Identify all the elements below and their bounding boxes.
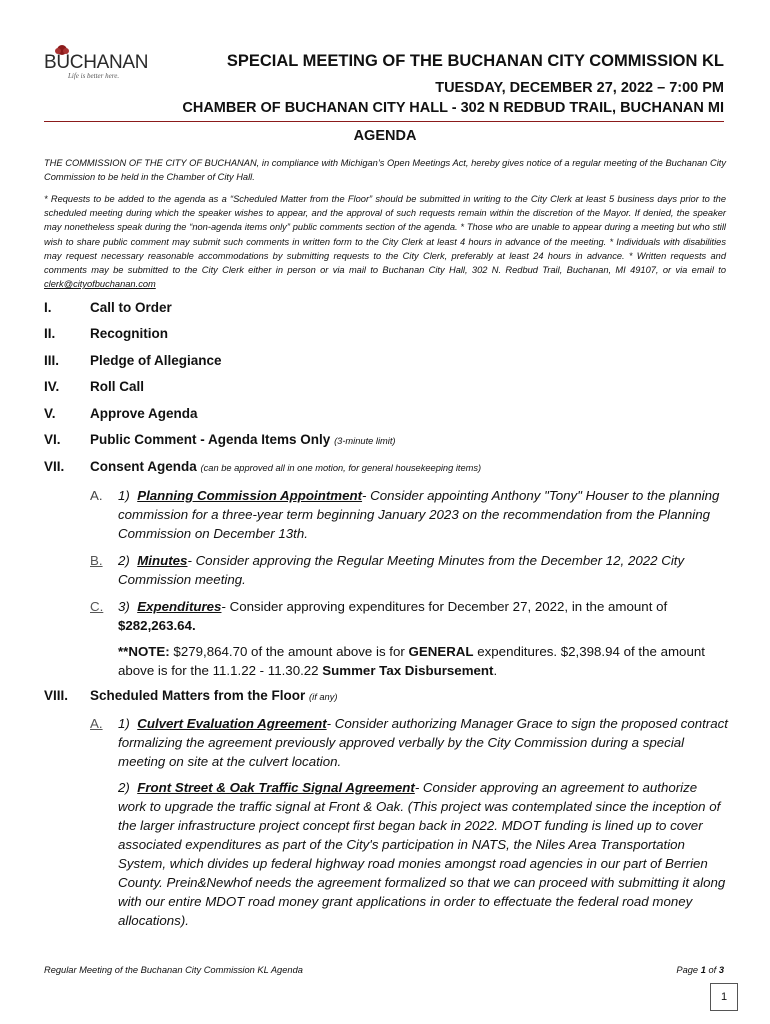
item-number: II.: [44, 326, 56, 341]
sub-label: Culvert Evaluation Agreement: [137, 716, 327, 731]
sub-body: 1) Culvert Evaluation Agreement- Consider authorizing Manager Grace to sign the proposed contract formalizing the agreement previously approved verbally by the City Commission during a special meeting on site at the culvert location.: [118, 716, 728, 769]
sub-body: 2) Minutes- Consider approving the Regular Meeting Minutes from the December 12, 2022 City Commission meeting.: [118, 553, 685, 587]
footer-page-number: Page 1 of 3: [676, 965, 724, 975]
item-number: V.: [44, 406, 56, 421]
item-title: Recognition: [90, 326, 168, 341]
meeting-date: TUESDAY, DECEMBER 27, 2022 – 7:00 PM: [435, 80, 724, 96]
item-number: I.: [44, 300, 52, 315]
sub-letter[interactable]: B.: [90, 553, 103, 568]
item-number: III.: [44, 353, 60, 368]
sub-body: 1) Planning Commission Appointment- Consider appointing Anthony "Tony" Houser to the planning commission for a three-year term beginning January 2023 on the recommendation from the Planning Commission on December 13th.: [118, 488, 720, 541]
logo-wordmark: BUCHANAN: [44, 52, 149, 73]
item-note: (can be approved all in one motion, for general housekeeping items): [200, 463, 482, 473]
sub-label: Front Street & Oak Traffic Signal Agreement: [137, 780, 415, 795]
meeting-title: SPECIAL MEETING OF THE BUCHANAN CITY COMMISSION KL: [226, 52, 724, 70]
sub-body: 3) Expenditures- Consider approving expenditures for December 27, 2022, in the amount of $282,263.64.: [118, 599, 668, 633]
notice-paragraph: THE COMMISSION OF THE CITY OF BUCHANAN, in compliance with Michigan’s Open Meetings Act, hereby gives notice of a regular meeting of the Buchanan City Commission to be held in the Chamber of City Hall.: [44, 158, 726, 183]
sub-body: 2) Front Street & Oak Traffic Signal Agreement- Consider approving an agreement to authorize work to upgrade the traffic signal at Front & Oak. (This project was contemplated since the inception of the larger infrastructure project concept first began back in 2022. MDOT funding is lined up to cover associated expenditures as part of the City's participation in NATS, the Niles Area Transportation System, which divides up federal highway road monies amongst road agencies in our part of Berrien County. Prein&Newhof needs the agreement formalized so that we can proceed with submitting it along with our entire MDOT road money grant applications in order to effectuate the federal road money allocations).: [118, 780, 726, 928]
clerk-email-link[interactable]: clerk@cityofbuchanan.com: [44, 279, 156, 290]
item-title: Public Comment - Agenda Items Only (3-minute limit): [90, 432, 396, 447]
item-note: (3-minute limit): [334, 436, 396, 446]
item-number: VII.: [44, 459, 65, 474]
item-title: Approve Agenda: [90, 406, 198, 421]
requests-paragraph: * Requests to be added to the agenda as a “Scheduled Matter from the Floor” should be submitted in writing to the City Clerk at least 5 business days prior to the scheduled meeting during which the speaker wishes to appear, and the approval of such requests remain within the discretion of the Mayor. If denied, the speaker may nonetheless speak during the “non-agenda items only” public comments section of the agenda. * Those who are unable to appear during a meeting but who still wish to share public comment may submit such comments in written form to the City Clerk at least 4 hours in advance of the meeting. * Individuals with disabilities may request necessary reasonable accommodations by submitting requests to the City Clerk, preferably at least 24 hours in advance. * Written requests and comments may be submitted to the City Clerk either in person or via mail to Buchanan City Hall, 302 N. Redbud Trail, Buchanan, MI 49107, or via email to clerk@cityofbuchanan.com: [44, 194, 726, 290]
sub-letter[interactable]: C.: [90, 599, 104, 614]
sub-label: Minutes: [137, 553, 188, 568]
expenditure-amount: $282,263.64.: [118, 618, 196, 633]
sub-letter: A.: [90, 488, 103, 503]
meeting-location: CHAMBER OF BUCHANAN CITY HALL - 302 N REDBUD TRAIL, BUCHANAN MI: [182, 100, 724, 116]
sub-label: Planning Commission Appointment: [137, 488, 363, 503]
header-divider: [44, 121, 724, 122]
agenda-heading: AGENDA: [353, 128, 417, 144]
item-number: IV.: [44, 379, 60, 394]
item-number: VIII.: [44, 688, 69, 703]
page-indicator-box: 1: [710, 983, 738, 1011]
item-title: Call to Order: [90, 300, 172, 315]
item-title: Pledge of Allegiance: [90, 353, 222, 368]
item-title: Roll Call: [90, 379, 145, 394]
sub-letter[interactable]: A.: [90, 716, 103, 731]
city-logo: [42, 44, 152, 84]
footer-title: Regular Meeting of the Buchanan City Commission KL Agenda: [44, 965, 303, 975]
logo-tagline: Life is better here.: [68, 72, 120, 80]
note-body: **NOTE: $279,864.70 of the amount above is for GENERAL expenditures. $2,398.94 of the amount above is for the 11.1.22 - 11.30.22 Summer Tax Disbursement.: [118, 644, 705, 678]
item-number: VI.: [44, 432, 61, 447]
item-title: Consent Agenda (can be approved all in one motion, for general housekeeping items): [90, 459, 482, 474]
item-title: Scheduled Matters from the Floor (if any): [90, 688, 338, 703]
sub-label: Expenditures: [137, 599, 222, 614]
item-note: (if any): [309, 692, 338, 702]
